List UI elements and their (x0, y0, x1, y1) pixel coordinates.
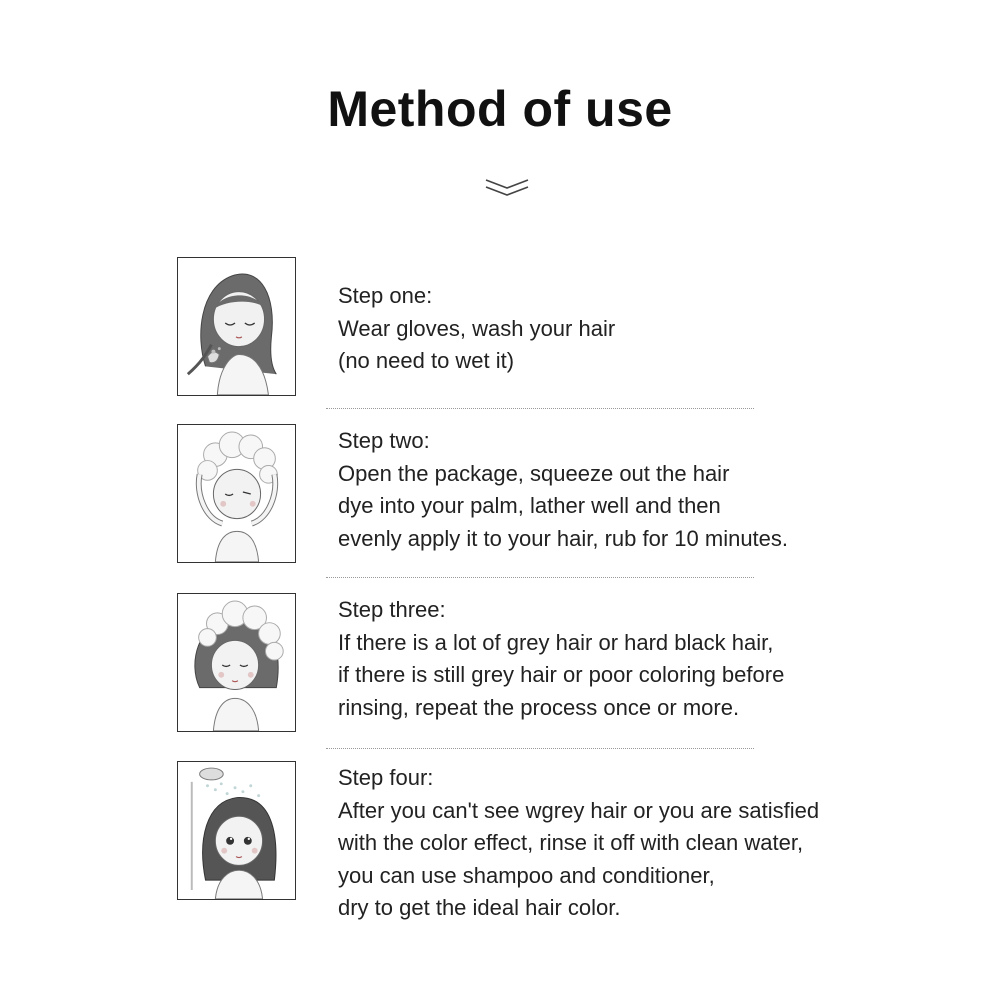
divider (326, 748, 754, 749)
step-three-text (338, 594, 898, 724)
step-line: if there is still grey hair or poor coloring before (338, 662, 785, 687)
step-line: evenly apply it to your hair, rub for 10 minutes. (338, 525, 789, 551)
step-one-text (338, 280, 898, 378)
step-line: dry to get the ideal hair color. (338, 895, 621, 920)
girl-rinsing-shower-icon (177, 761, 296, 900)
step-heading: Step one: (338, 283, 433, 308)
step-line: If there is a lot of grey hair or hard black hair, (338, 629, 774, 655)
step-heading: Step three: (338, 597, 446, 622)
divider (326, 408, 754, 409)
step-heading: Step four: (338, 765, 434, 790)
step-line: you can use shampoo and conditioner, (338, 862, 715, 888)
step-line: Open the package, squeeze out the hair (338, 460, 730, 486)
step-line: with the color effect, rinse it off with clean water, (338, 830, 804, 855)
step-four-text (338, 762, 898, 925)
page-title: Method of use (327, 81, 673, 137)
chevron-down-icon (484, 176, 530, 198)
step-two-text (338, 425, 898, 555)
girl-washing-hair-icon (177, 257, 296, 396)
step-line: Wear gloves, wash your hair (338, 315, 616, 341)
step-line: After you can't see wgrey hair or you are satisfied (338, 797, 820, 823)
step-line: (no need to wet it) (338, 348, 515, 373)
step-line: dye into your palm, lather well and then (338, 493, 721, 518)
step-line: rinsing, repeat the process once or more. (338, 694, 740, 720)
girl-with-foam-icon (177, 593, 296, 732)
step-heading: Step two: (338, 428, 430, 453)
divider (326, 577, 754, 578)
girl-lathering-hair-icon (177, 424, 296, 563)
